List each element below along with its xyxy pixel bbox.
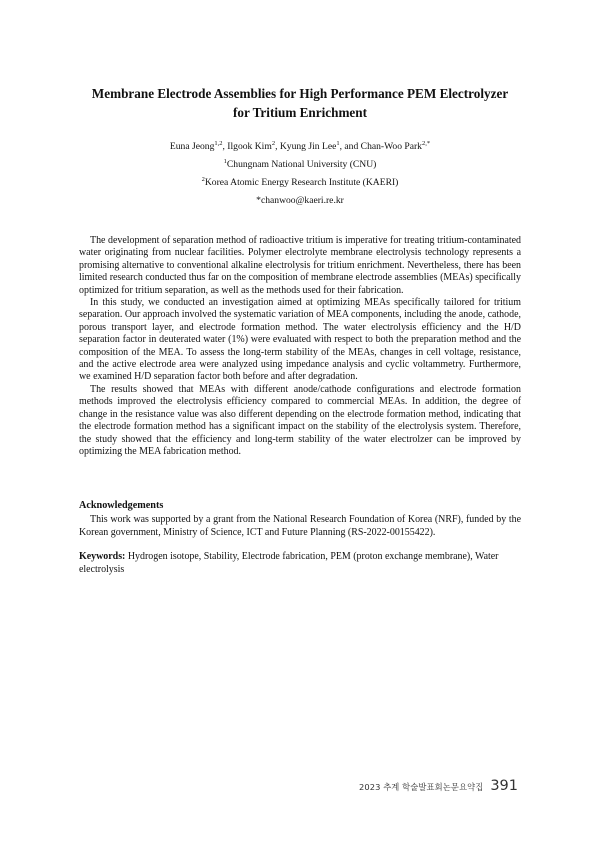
author-affiliation-mark: 1 [336,139,340,147]
abstract-body [79,235,521,458]
title-line-2: for Tritium Enrichment [232,105,368,120]
affiliation-text: Korea Atomic Energy Research Institute (KAERI) [204,177,399,188]
page-number: 391 [490,778,518,794]
affiliation-mark: 2 [201,175,205,183]
keywords-section [79,551,521,577]
author-name: Chan-Woo Park [360,141,422,152]
proceedings-label: 2023 추계 학술발표회논문요약집 [358,782,484,792]
affiliation-2 [40,177,560,189]
acknowledgements-text: This work was supported by a grant from the National Research Foundation of Korea (NRF), funded by the Korean government, Ministry of Science, ICT and Future Planning (RS-2022-00155422). [79,514,521,538]
author-name: Euna Jeong [169,141,215,152]
abstract-paragraph-3: The results showed that MEAs with different anode/cathode configurations and electrode formation methods improved the electrolysis efficiency compared to commercial MEAs. In addition, the degree of change in the resistance value was also different depending on the electrode formation method, indicating that the electrode formation method has a significant impact on the stability of the electrolysis system. Therefore, the study showed that the efficiency and long-term stability of the water electrolzer can be improved by optimizing the MEA fabrication method. [79,383,521,457]
author-affiliation-mark: 2 [271,139,276,147]
keywords-label: Keywords: [79,551,126,562]
author-affiliation-mark: 1,2 [214,139,223,147]
acknowledgements-body [79,514,521,539]
author-name: Ilgook Kim [227,141,272,152]
acknowledgements-heading: Acknowledgements [79,500,164,511]
affiliation-mark: 1 [223,157,227,165]
author-separator: , [275,141,280,152]
corresponding-email: *chanwoo@kaeri.re.kr [256,195,344,206]
author-name: Kyung Jin Lee [279,141,337,152]
paper-title [60,84,540,122]
abstract-paragraph-1: The development of separation method of radioactive tritium is imperative for treating tritium-contaminated water originating from nuclear facilities. Polymer electrolyte membrane electrolysis technology represents a promising alternative to conventional alkaline electrolysis for tritium enrichment. Nevertheless, there has been limited research conducted thus far on the composition of membrane electrode assemblies (MEAs) specifically optimized for tritium separation, as well as the methods used for their fabrication. [79,235,521,296]
affiliation-1 [40,159,560,171]
page-footer [359,778,518,794]
author-affiliation-mark: 2,* [421,139,431,147]
affiliation-text: Chungnam National University (CNU) [226,159,377,170]
title-line-1: Membrane Electrode Assemblies for High Performance PEM Electrolyzer [91,86,509,101]
abstract-paragraph-2: In this study, we conducted an investigation aimed at optimizing MEAs specifically tailored for tritium separation. Our approach involved the systematic variation of MEA components, including the anode, cathode, porous transport layer, and electrode formation method. The water electrolysis efficiency and the H/D separation factor in deuterated water (1%) were evaluated with respect to both the preparation method and the composition of the MEA. To assess the long-term stability of the MEAs, changes in cell voltage, resistance, and the active electrode area were analyzed using impedance analysis and cyclic voltammetry. Furthermore, we examined H/D separation factor both before and after degradation. [79,297,521,383]
keywords-text: Hydrogen isotope, Stability, Electrode fabrication, PEM (proton exchange membrane), Water electrolysis [79,551,499,575]
author-separator: , [222,141,228,152]
author-separator: , and [339,141,361,152]
author-list [40,141,560,153]
